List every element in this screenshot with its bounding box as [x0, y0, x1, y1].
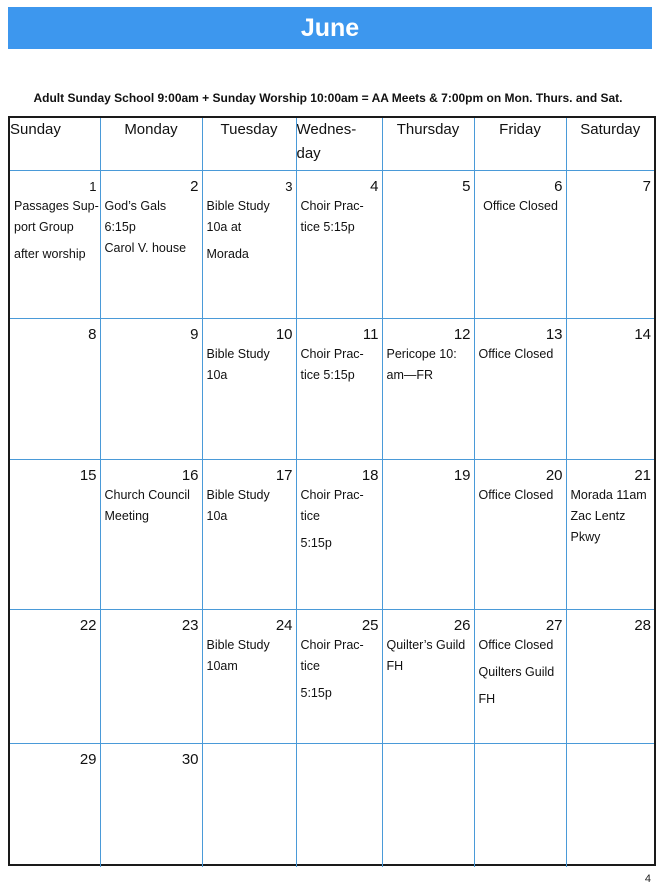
event-text: Morada [206, 247, 249, 261]
day-events [475, 482, 566, 506]
calendar-grid [8, 116, 656, 866]
event-text: Morada 11am [570, 488, 647, 502]
event-text: port Group [14, 220, 74, 234]
calendar-week-row [10, 744, 654, 867]
day-number: 21 [634, 467, 651, 484]
calendar-day-cell [296, 171, 382, 319]
event-text: Church Council [104, 488, 190, 502]
weekday-header: Thursday [382, 118, 474, 171]
event-text: after worship [14, 247, 86, 261]
day-number: 23 [181, 617, 199, 634]
event-text: 5:15p [300, 686, 332, 700]
calendar-day-cell [10, 319, 100, 460]
event-text: Bible Study [206, 638, 270, 652]
day-events [475, 632, 566, 710]
event-text: Bible Study [206, 488, 270, 502]
calendar-day-cell [202, 460, 296, 610]
day-number: 12 [453, 326, 471, 343]
day-events [203, 341, 296, 386]
page-number: 4 [644, 873, 651, 885]
day-events [297, 193, 382, 238]
calendar-day-cell [296, 319, 382, 460]
day-number: 26 [453, 617, 471, 634]
day-events [567, 482, 655, 548]
calendar-day-cell [202, 319, 296, 460]
day-number: 19 [453, 467, 471, 484]
calendar-day-cell [10, 460, 100, 610]
calendar-day-cell [100, 171, 202, 319]
day-number: 27 [545, 617, 563, 634]
day-events [475, 341, 566, 365]
calendar-day-cell [296, 744, 382, 867]
event-text: Office Closed [478, 347, 554, 361]
event-text: 6:15p [104, 220, 136, 234]
calendar-day-cell [474, 460, 566, 610]
calendar-week-row [10, 460, 654, 610]
event-text: Office Closed [478, 638, 554, 652]
event-text: Choir Prac- [300, 199, 364, 213]
day-number: 10 [275, 326, 293, 343]
day-events [383, 632, 474, 677]
calendar-day-cell [382, 171, 474, 319]
day-number: 13 [545, 326, 563, 343]
calendar-week-row [10, 610, 654, 744]
event-text: Meeting [104, 509, 149, 523]
day-events [203, 193, 296, 265]
event-text: Office Closed [478, 488, 554, 502]
month-banner [8, 7, 652, 49]
day-number: 3 [285, 179, 293, 194]
day-number: 25 [361, 617, 379, 634]
calendar-day-cell [296, 610, 382, 744]
day-number [383, 744, 474, 766]
event-text: am—FR [386, 368, 434, 382]
day-events [475, 193, 566, 217]
day-events [203, 632, 296, 677]
day-number: 24 [275, 617, 293, 634]
day-number: 7 [642, 178, 651, 195]
calendar-day-cell [10, 610, 100, 744]
day-number: 5 [462, 178, 471, 195]
event-text: 10a at [206, 220, 242, 234]
weekday-header: Saturday [566, 118, 654, 171]
event-text: Bible Study [206, 199, 270, 213]
day-events [203, 482, 296, 527]
event-text: tice [300, 659, 320, 673]
calendar-day-cell [382, 460, 474, 610]
calendar-day-cell [474, 610, 566, 744]
day-number: 2 [190, 178, 199, 195]
calendar-day-cell [202, 171, 296, 319]
weekday-header-row [10, 118, 654, 171]
day-number [203, 744, 296, 766]
event-text: God’s Gals [104, 199, 167, 213]
event-text: Pkwy [570, 530, 601, 544]
calendar-day-cell [474, 171, 566, 319]
day-number [297, 744, 382, 766]
day-number: 30 [181, 751, 199, 768]
calendar-day-cell [100, 744, 202, 867]
event-text: Quilter’s Guild [386, 638, 466, 652]
day-number: 4 [370, 178, 379, 195]
event-text: 10am [206, 659, 238, 673]
calendar-day-cell [474, 319, 566, 460]
event-text: Quilters Guild [478, 665, 555, 679]
calendar-day-cell [296, 460, 382, 610]
calendar-day-cell [566, 744, 654, 867]
day-number: 14 [634, 326, 651, 343]
calendar-day-cell [100, 460, 202, 610]
event-text: Pericope 10: [386, 347, 457, 361]
day-number: 9 [190, 326, 199, 343]
day-number [475, 744, 566, 766]
day-number: 18 [361, 467, 379, 484]
event-text: Zac Lentz [570, 509, 626, 523]
day-number: 1 [89, 179, 97, 194]
day-number: 28 [634, 617, 651, 634]
event-text: Choir Prac- [300, 347, 364, 361]
event-text: Passages Sup- [14, 199, 99, 213]
day-events [10, 193, 100, 265]
event-text: Choir Prac- [300, 488, 364, 502]
calendar-day-cell [10, 171, 100, 319]
day-number: 8 [88, 326, 97, 343]
day-events [297, 632, 382, 704]
weekday-header: Tuesday [202, 118, 296, 171]
schedule-subtitle: Adult Sunday School 9:00am + Sunday Worship 10:00am = AA Meets & 7:00pm on Mon. Thurs. and Sat. [33, 91, 623, 105]
calendar-day-cell [382, 610, 474, 744]
day-events [383, 341, 474, 386]
event-text: 5:15p [300, 536, 332, 550]
event-text: Choir Prac- [300, 638, 364, 652]
calendar-day-cell [566, 319, 654, 460]
event-text: Bible Study [206, 347, 270, 361]
calendar-day-cell [382, 744, 474, 867]
weekday-header: Monday [100, 118, 202, 171]
calendar-day-cell [202, 744, 296, 867]
day-events [297, 482, 382, 554]
weekday-header: Wednes- day [296, 118, 382, 171]
day-number: 22 [79, 617, 97, 634]
day-events [101, 193, 202, 259]
event-text: FH [386, 659, 404, 673]
event-text: tice 5:15p [300, 220, 355, 234]
day-events [297, 341, 382, 386]
calendar-day-cell [10, 744, 100, 867]
event-text: FH [478, 692, 496, 706]
event-text: 10a [206, 509, 228, 523]
weekday-header: Friday [474, 118, 566, 171]
day-number: 11 [362, 326, 379, 343]
event-text: 10a [206, 368, 228, 382]
calendar-week-row [10, 171, 654, 319]
calendar-day-cell [566, 610, 654, 744]
calendar-day-cell [202, 610, 296, 744]
calendar-day-cell [100, 610, 202, 744]
event-text: tice 5:15p [300, 368, 355, 382]
event-text: Carol V. house [104, 241, 187, 255]
calendar-day-cell [566, 460, 654, 610]
month-title: June [300, 14, 360, 42]
day-number: 16 [181, 467, 199, 484]
weekday-header: Sunday [10, 118, 100, 171]
event-text: tice [300, 509, 320, 523]
calendar-day-cell [382, 319, 474, 460]
calendar-day-cell [474, 744, 566, 867]
day-number: 17 [275, 467, 293, 484]
calendar-week-row [10, 319, 654, 460]
day-number: 29 [79, 751, 97, 768]
day-number: 20 [545, 467, 563, 484]
day-number: 15 [79, 467, 97, 484]
day-number: 6 [554, 178, 563, 195]
calendar-day-cell [100, 319, 202, 460]
calendar-day-cell [566, 171, 654, 319]
day-events [101, 482, 202, 527]
day-number [567, 744, 655, 766]
event-text: Office Closed [483, 199, 558, 213]
